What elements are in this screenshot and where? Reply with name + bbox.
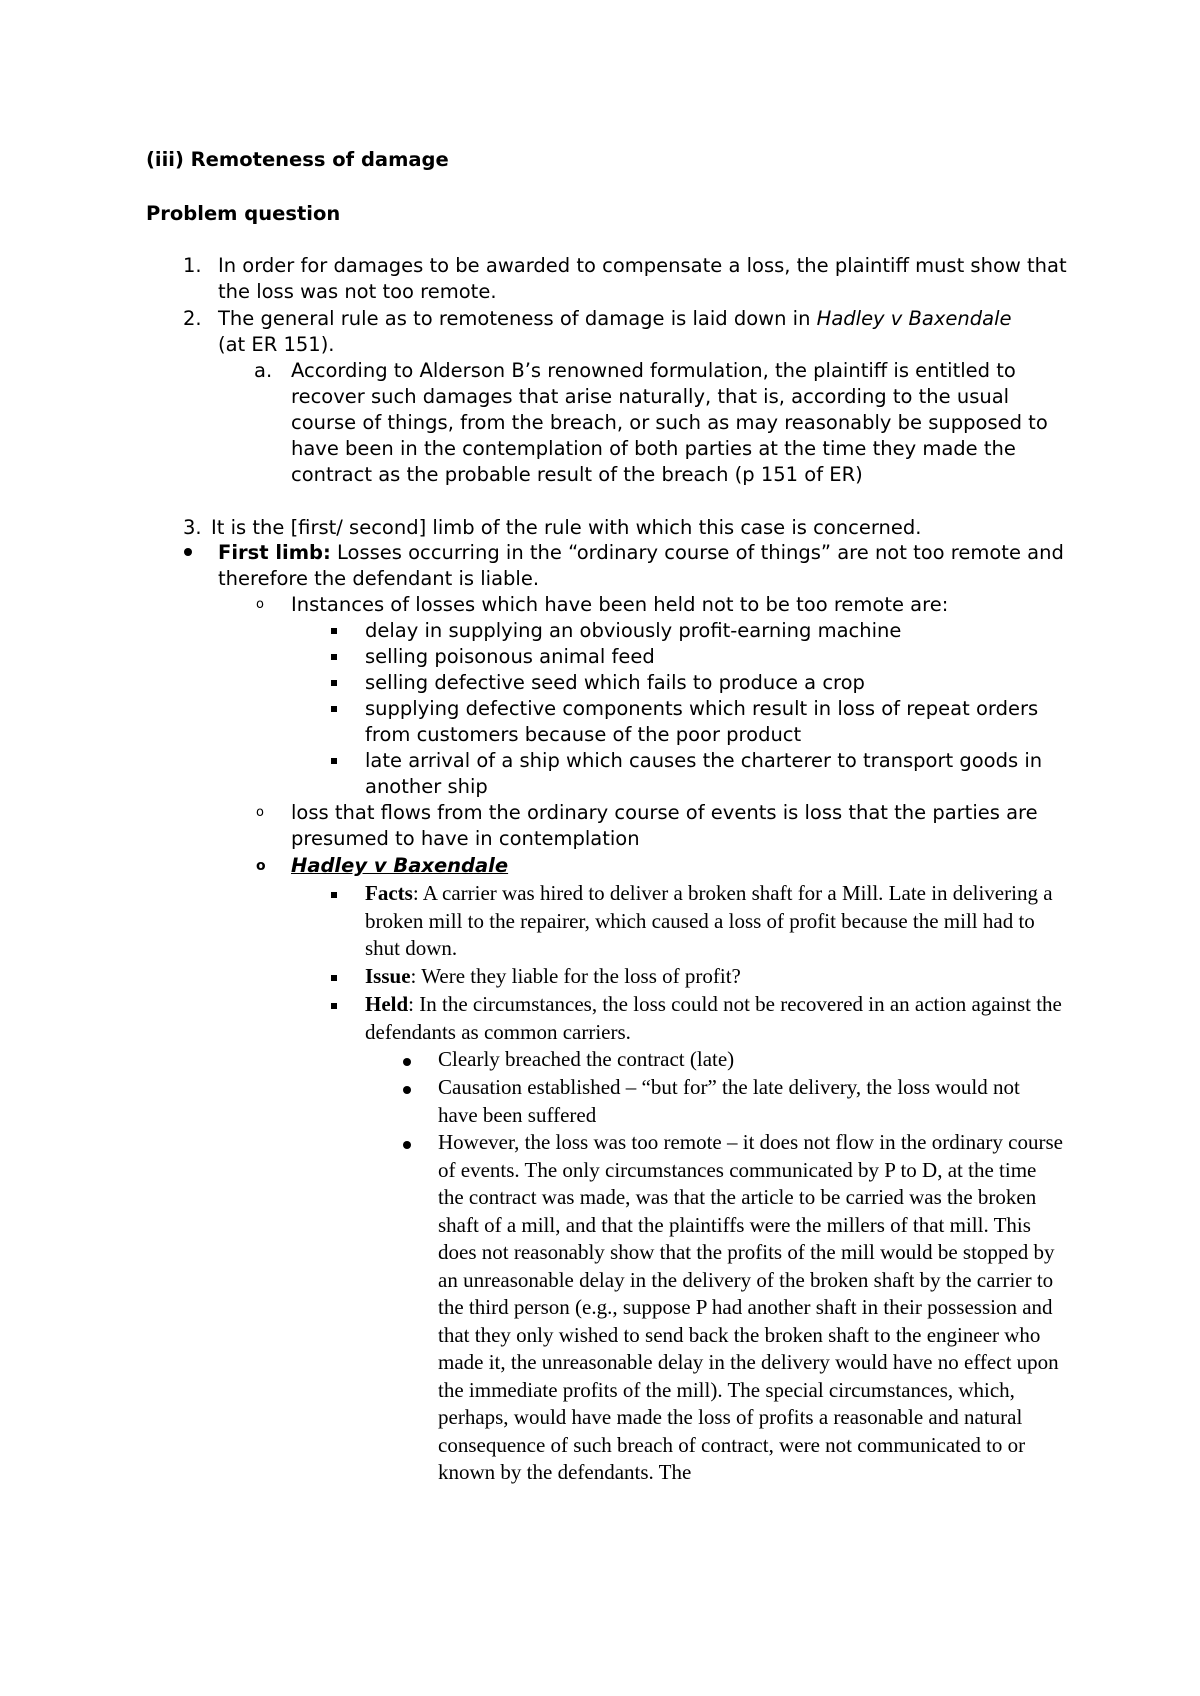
circle-bullet-icon: o xyxy=(256,597,264,612)
list-letter: a. xyxy=(254,359,273,382)
list-item: According to Alderson B’s renowned formulation, the plaintiff is entitled to recover such damages that arise naturally, that is, according to the usual course of things, from the breach, or such as may reasonably be supposed to have been in the contemplation of both parties at the time they made the contract as the probable result of the breach (p 151 of ER) xyxy=(291,359,1048,486)
list-item: late arrival of a ship which causes the charterer to transport goods in another ship xyxy=(365,749,1043,798)
list-item: The general rule as to remoteness of damage is laid down in Hadley v Baxendale (at ER 151). xyxy=(218,307,1012,356)
square-bullet-icon xyxy=(331,706,337,712)
list-item: supplying defective components which result in loss of repeat orders from customers because of the poor product xyxy=(365,697,1039,746)
list-number: 3. xyxy=(183,516,202,539)
list-item: selling poisonous animal feed xyxy=(365,645,655,668)
square-bullet-icon xyxy=(331,892,337,898)
round-bullet-icon xyxy=(403,1141,411,1149)
circle-bullet-icon: o xyxy=(256,805,264,820)
case-held: Held: In the circumstances, the loss could not be recovered in an action against the defendants as common carriers. xyxy=(365,992,1062,1044)
round-bullet-icon xyxy=(184,548,192,556)
circle-bullet-icon: o xyxy=(256,858,266,874)
list-item: Instances of losses which have been held not to be too remote are: xyxy=(291,593,949,616)
square-bullet-icon xyxy=(331,975,337,981)
list-item: delay in supplying an obviously profit-earning machine xyxy=(365,619,902,642)
case-name: Hadley v Baxendale xyxy=(816,307,1012,330)
square-bullet-icon xyxy=(331,654,337,660)
case-point: Causation established – “but for” the late delivery, the loss would not have been suffered xyxy=(438,1075,1020,1127)
round-bullet-icon xyxy=(403,1086,411,1094)
list-item: First limb: Losses occurring in the “ordinary course of things” are not too remote and therefore the defendant is liable. xyxy=(218,541,1064,590)
list-item: selling defective seed which fails to produce a crop xyxy=(365,671,865,694)
list-number: 1. xyxy=(183,254,202,277)
case-facts: Facts: A carrier was hired to deliver a broken shaft for a Mill. Late in delivering a broken mill to the repairer, which caused a loss of profit because the mill had to shut down. xyxy=(365,881,1053,960)
case-point: Clearly breached the contract (late) xyxy=(438,1047,735,1071)
case-issue: Issue: Were they liable for the loss of profit? xyxy=(365,964,741,988)
square-bullet-icon xyxy=(331,628,337,634)
list-item: It is the [first/ second] limb of the rule with which this case is concerned. xyxy=(211,516,922,539)
section-heading: (iii) Remoteness of damage xyxy=(146,148,449,171)
round-bullet-icon xyxy=(403,1058,411,1066)
square-bullet-icon xyxy=(331,758,337,764)
list-item: loss that flows from the ordinary course of events is loss that the parties are presumed to have in contemplation xyxy=(291,801,1038,850)
case-title: Hadley v Baxendale xyxy=(291,854,509,877)
list-item: In order for damages to be awarded to compensate a loss, the plaintiff must show that the loss was not too remote. xyxy=(218,254,1067,303)
square-bullet-icon xyxy=(331,1003,337,1009)
list-number: 2. xyxy=(183,307,202,330)
subheading: Problem question xyxy=(146,202,341,225)
square-bullet-icon xyxy=(331,680,337,686)
case-point: However, the loss was too remote – it does not flow in the ordinary course of events. The only circumstances communicated by P to D, at the time the contract was made, was that the article to be carried was the broken shaft of a mill, and that the plaintiffs were the millers of that mill. This does not reasonably show that the profits of the mill would be stopped by an unreasonable delay in the delivery of the broken shaft by the carrier to the third person (e.g., suppose P had another shaft in their possession and that they only wished to send back the broken shaft to the engineer who made it, the unreasonable delay in the delivery would have no effect upon the immediate profits of the mill). The special circumstances, which, perhaps, would have made the loss of profits a reasonable and natural consequence of such breach of contract, were not communicated to or known by the defendants. The xyxy=(438,1130,1063,1484)
